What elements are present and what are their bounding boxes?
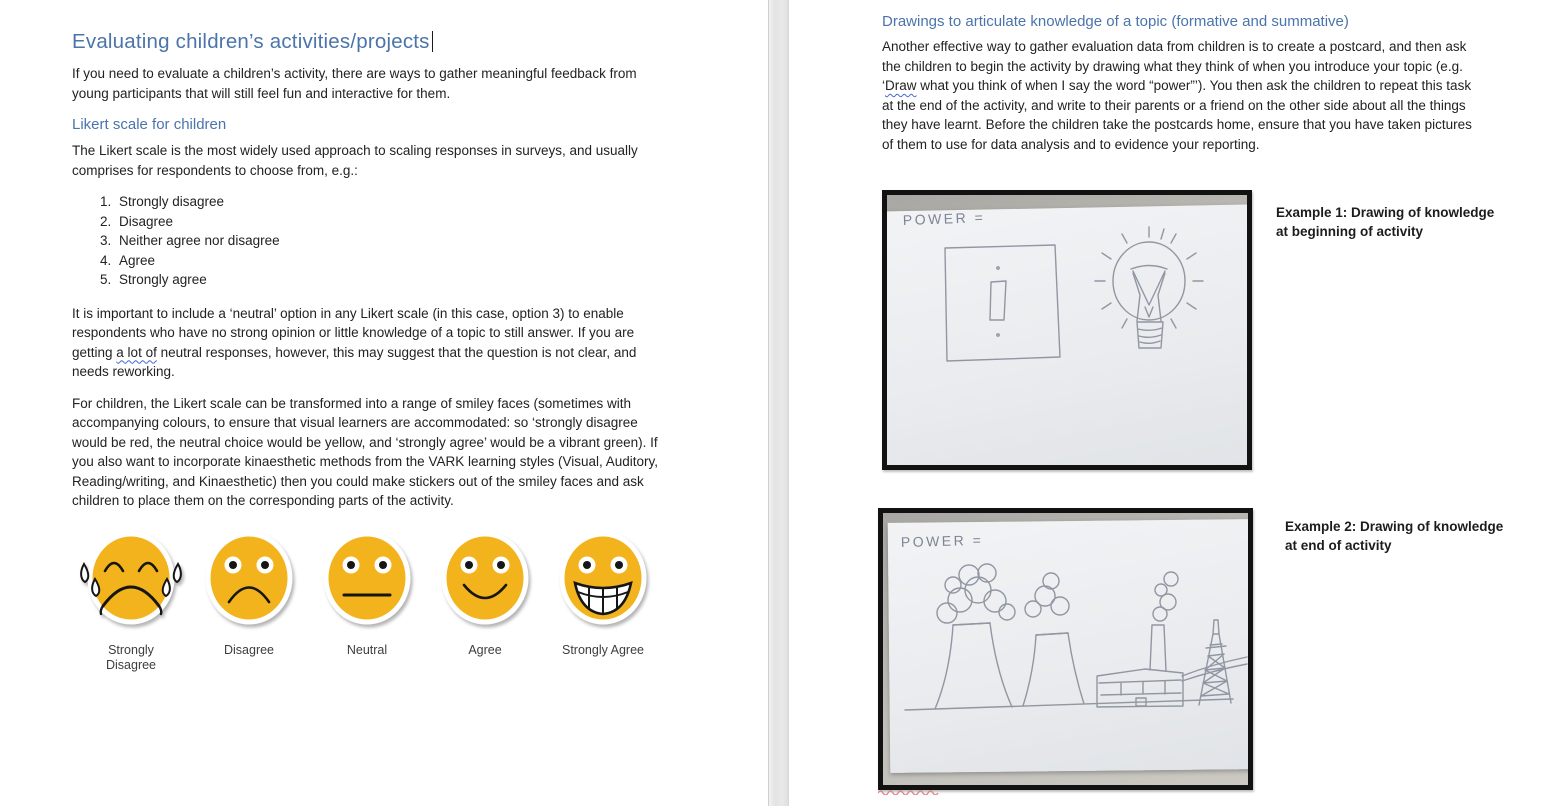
document-page-right bbox=[882, 12, 1482, 166]
figure-photo-example1 bbox=[882, 190, 1252, 470]
figure1-caption: Example 1: Drawing of knowledge at beginning of activity bbox=[1276, 205, 1495, 239]
smiley-neutral bbox=[308, 528, 426, 673]
page-title bbox=[72, 28, 660, 55]
list-item-label: Strongly disagree bbox=[119, 194, 225, 209]
smiley-disagree-icon bbox=[190, 528, 308, 632]
grammar-flagged-text: a lot of bbox=[116, 344, 157, 360]
list-item bbox=[100, 251, 660, 271]
list-item bbox=[100, 192, 660, 212]
document-page-left bbox=[72, 28, 660, 673]
section-heading-likert: Likert scale for children bbox=[72, 116, 227, 133]
smiley-label: Strongly Disagree bbox=[105, 642, 157, 672]
smiley-strongly-disagree bbox=[72, 528, 190, 673]
spellcheck-squiggle-icon bbox=[878, 789, 940, 795]
drawings-paragraph bbox=[882, 37, 1482, 154]
list-item bbox=[100, 231, 660, 251]
list-number: 3. bbox=[100, 233, 112, 248]
intro-paragraph: If you need to evaluate a children’s activity, there are ways to gather meaningful feedback from young participants that will still feel fun and interactive for them. bbox=[72, 66, 637, 101]
light-bulb-drawing bbox=[1095, 227, 1203, 348]
likert-options-list bbox=[72, 192, 660, 290]
smiley-strongly-agree-icon bbox=[544, 528, 662, 632]
list-item-label: Neither agree nor disagree bbox=[119, 233, 280, 248]
smiley-agree-icon bbox=[426, 528, 544, 632]
text-cursor bbox=[432, 31, 433, 52]
list-number: 4. bbox=[100, 252, 112, 268]
smiley-scale-paragraph: For children, the Likert scale can be transformed into a range of smiley faces (sometimes with accompanying colours, to ensure that visual learners are accommodated: so ‘strongly disagree would be red, the neutral choice would be yellow, and ‘strongly agree’ would be a vibrant green). If you also want to incorporate kinaesthetic methods from the VARK learning styles (Visual, Auditory, Reading/writing, and Kinaesthetic) then you could make stickers out of the smiley faces and ask children to place them on the corresponding parts of the activity. bbox=[72, 395, 659, 508]
paragraph-text: Another effective way to gather evaluation data from children is to create a postcard, and then ask the children to begin the activity by drawing what they think of when you introduce your topic (e.g. ‘ bbox=[882, 39, 1467, 93]
smiley-label: Disagree bbox=[223, 642, 275, 657]
chimney-smoke-drawing bbox=[1153, 572, 1178, 621]
likert-intro-paragraph: The Likert scale is the most widely used approach to scaling responses in surveys, and usually comprises for respondents to choose from, e.g.: bbox=[72, 143, 638, 178]
section-heading-drawings: Drawings to articulate knowledge of a topic (formative and summative) bbox=[882, 13, 1349, 30]
page-gutter bbox=[768, 0, 789, 806]
list-item bbox=[100, 270, 660, 290]
smiley-label: Strongly Agree bbox=[562, 642, 644, 657]
cooling-towers-drawing bbox=[935, 623, 1084, 709]
list-number: 1. bbox=[100, 194, 112, 209]
light-switch-drawing bbox=[945, 245, 1060, 361]
list-item-label: Strongly agree bbox=[119, 272, 207, 287]
smoke-clouds-drawing bbox=[937, 564, 1069, 623]
drawing-power-station bbox=[883, 513, 1248, 785]
building-drawing bbox=[1097, 625, 1183, 707]
list-number: 2. bbox=[100, 213, 112, 229]
list-number: 5. bbox=[100, 272, 112, 287]
smiley-agree bbox=[426, 528, 544, 673]
list-item bbox=[100, 212, 660, 232]
list-item-label: Disagree bbox=[119, 213, 174, 229]
list-item-label: Agree bbox=[119, 252, 156, 268]
smiley-strongly-agree bbox=[544, 528, 662, 673]
page-title-text: Evaluating children’s activities/projects bbox=[72, 30, 430, 53]
smiley-disagree bbox=[190, 528, 308, 673]
figure-photo-example2 bbox=[878, 508, 1253, 790]
likert-smiley-scale-image bbox=[72, 528, 664, 673]
paragraph-text: neutral responses, however, this may suggest that the question is not clear, and needs reworking. bbox=[72, 344, 637, 379]
smiley-label: Agree bbox=[468, 642, 502, 657]
smiley-label: Neutral bbox=[346, 642, 388, 657]
figure2-caption: Example 2: Drawing of knowledge at end of activity bbox=[1285, 519, 1504, 553]
drawing-switch-and-bulb bbox=[887, 195, 1247, 465]
grammar-flagged-text: Draw bbox=[885, 78, 917, 93]
handwriting-power-label: POWER = bbox=[902, 209, 986, 228]
smiley-neutral-icon bbox=[308, 528, 426, 632]
paragraph-text: It is important to include a ‘neutral’ option in any Likert scale (in this case, option 3) to enable respondents who have no strong opinion or little knowledge of a topic to still answer. If you are getting bbox=[72, 305, 635, 360]
paragraph-text: what you think of when I say the word “power”’). You then ask the children to repeat this task at the end of the activity, and write to their parents or a friend on the other side about all the things they have learnt. Before the children take the postcards home, ensure that you have taken pictures of them to use for data analysis and to evidence your reporting. bbox=[882, 78, 1472, 152]
handwriting-power-label: POWER = bbox=[900, 531, 984, 550]
smiley-strongly-disagree-icon bbox=[72, 528, 190, 632]
neutral-option-paragraph bbox=[72, 304, 660, 382]
